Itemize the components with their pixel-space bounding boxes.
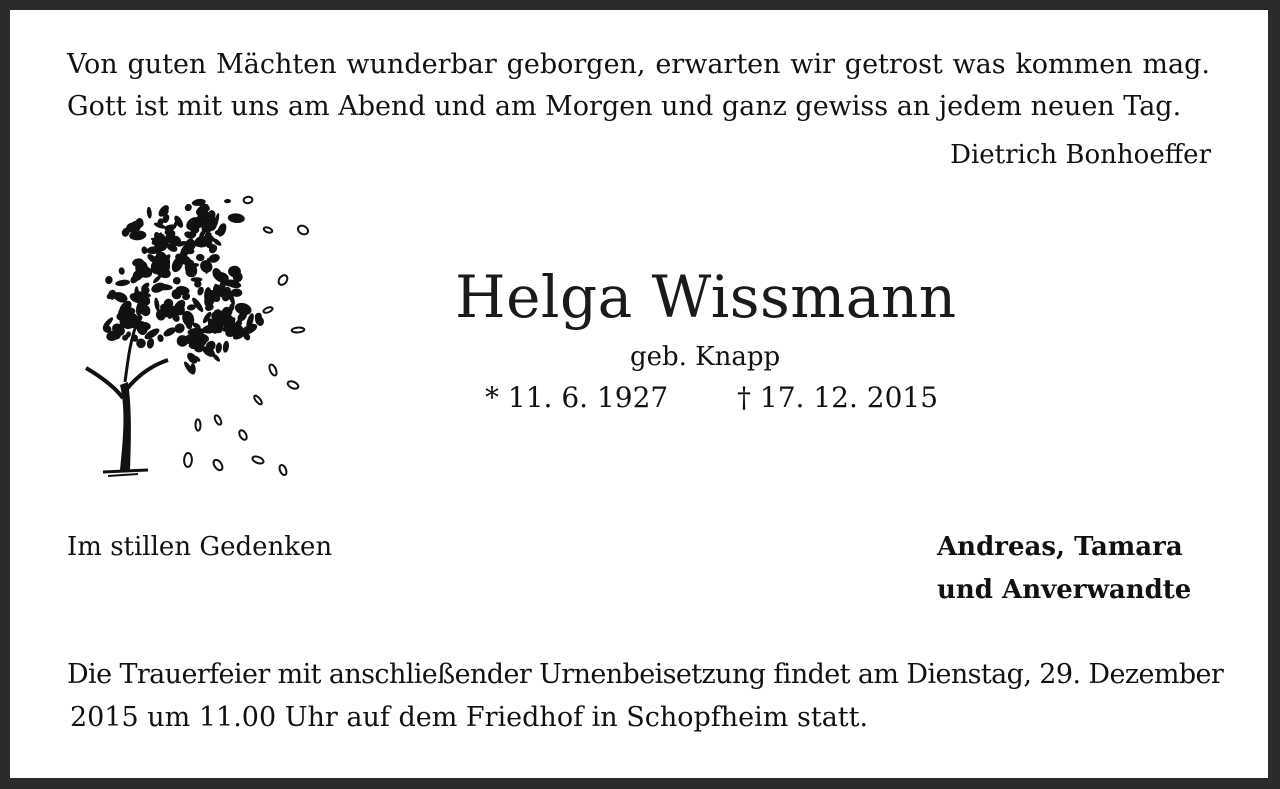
- birth-date: * 11. 6. 1927: [485, 381, 669, 414]
- mourners-line-1: Andreas, Tamara: [937, 532, 1183, 562]
- maiden-name: geb. Knapp: [630, 342, 781, 372]
- mourners-line-2: und Anverwandte: [937, 575, 1192, 605]
- tree-with-falling-leaves-icon: [68, 170, 313, 480]
- deceased-name: Helga Wissmann: [455, 263, 957, 331]
- quote-line-2: Gott ist mit uns am Abend und am Morgen und ganz gewiss an jedem neuen Tag.: [67, 91, 1182, 122]
- service-info-line-1: Die Trauerfeier mit anschließender Urnenbeisetzung findet am Dienstag, 29. Dezember: [67, 659, 1224, 690]
- service-info-line-2: 2015 um 11.00 Uhr auf dem Friedhof in Schopfheim statt.: [70, 702, 869, 733]
- quote-line-1: Von guten Mächten wunderbar geborgen, erwarten wir getrost was kommen mag.: [67, 49, 1210, 80]
- death-date: † 17. 12. 2015: [737, 381, 939, 414]
- quote-author: Dietrich Bonhoeffer: [950, 140, 1211, 170]
- obituary-card: [10, 10, 1268, 778]
- memorial-phrase: Im stillen Gedenken: [67, 532, 333, 562]
